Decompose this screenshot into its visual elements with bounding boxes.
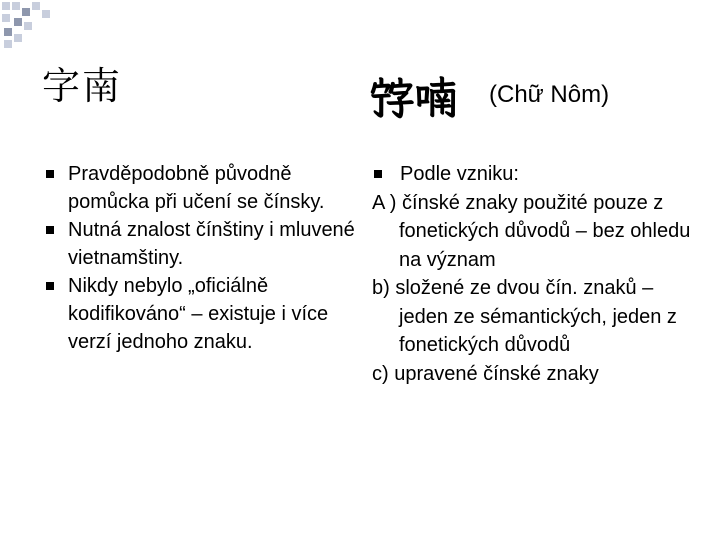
- bullet-square-icon: [374, 170, 382, 178]
- bullet-square-icon: [46, 226, 54, 234]
- bullet-text: Nikdy nebylo „oficiálně kodifikováno“ – existuje i více verzí jednoho znaku.: [68, 275, 329, 353]
- list-item-a: A ) čínské znaky použité pouze z fonetických důvodů – bez ohledu na význam: [372, 191, 691, 271]
- corner-decoration: [0, 0, 60, 50]
- bullet-item: [40, 272, 360, 356]
- bullet-square-icon: [46, 170, 54, 178]
- bullet-square-icon: [46, 282, 54, 290]
- right-heading-text: Podle vzniku:: [400, 163, 519, 185]
- chu-nom-label: (Chữ Nôm): [489, 81, 610, 108]
- right-heading: [372, 160, 692, 189]
- bullet-text: Nutná znalost čínštiny i mluvené vietnamštiny.: [68, 219, 355, 269]
- slide-title-hanzi: 字南: [42, 64, 123, 108]
- bullet-item: [40, 216, 360, 272]
- right-column: [372, 160, 692, 388]
- left-column: [40, 160, 360, 356]
- chu-nom-glyphs: 𡨸喃: [370, 73, 458, 124]
- bullet-item: [40, 160, 360, 216]
- bullet-text: Pravděpodobně původně pomůcka při učení se čínsky.: [68, 163, 325, 213]
- list-item-c: c) upravené čínské znaky: [372, 362, 599, 385]
- list-item-b: b) složené ze dvou čín. znaků – jeden ze sémantických, jeden z fonetických důvodů: [372, 277, 677, 356]
